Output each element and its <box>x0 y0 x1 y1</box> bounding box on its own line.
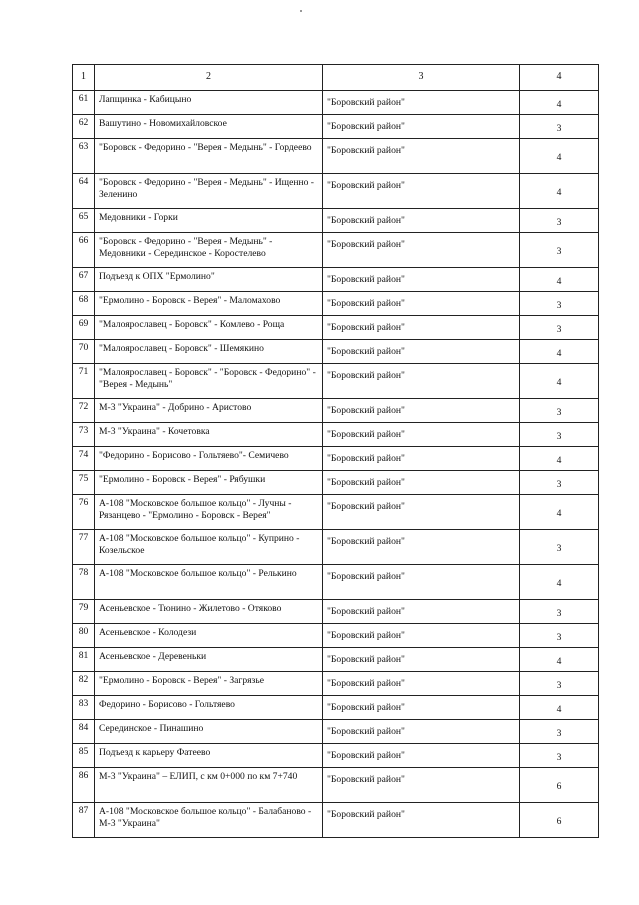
road-category: 4 <box>520 696 599 720</box>
road-category: 4 <box>520 364 599 399</box>
road-category: 3 <box>520 720 599 744</box>
table-row <box>73 624 599 648</box>
road-category: 3 <box>520 471 599 495</box>
road-name: "Боровск - Федорино - "Верея - Медынь" - Медовники - Серединское - Коростелево <box>95 233 323 268</box>
road-category: 4 <box>520 495 599 530</box>
table-row <box>73 139 599 174</box>
table-row <box>73 471 599 495</box>
road-name: "Федорино - Борисово - Гольтяево"- Семичево <box>95 447 323 471</box>
district-name: "Боровский район" <box>323 720 520 744</box>
district-name: "Боровский район" <box>323 565 520 600</box>
district-name: "Боровский район" <box>323 340 520 364</box>
road-name: А-108 "Московское большое кольцо" - Лучны - Рязанцево - "Ермолино - Боровск - Верея" <box>95 495 323 530</box>
road-name: Подъезд к ОПХ "Ермолино" <box>95 268 323 292</box>
district-name: "Боровский район" <box>323 423 520 447</box>
header-row <box>73 65 599 91</box>
page-speck <box>300 10 302 12</box>
table-row <box>73 115 599 139</box>
road-name: Асеньевское - Тюнино - Жилетово - Отяково <box>95 600 323 624</box>
road-name: М-3 "Украина" - Добрино - Аристово <box>95 399 323 423</box>
road-name: А-108 "Московское большое кольцо" - Куприно - Козельское <box>95 530 323 565</box>
road-category: 4 <box>520 174 599 209</box>
road-category: 4 <box>520 91 599 115</box>
district-name: "Боровский район" <box>323 91 520 115</box>
row-number: 78 <box>73 565 95 600</box>
road-category: 3 <box>520 624 599 648</box>
table-row <box>73 340 599 364</box>
road-category: 3 <box>520 233 599 268</box>
road-category: 4 <box>520 648 599 672</box>
district-name: "Боровский район" <box>323 530 520 565</box>
row-number: 82 <box>73 672 95 696</box>
table-body <box>73 91 599 838</box>
row-number: 73 <box>73 423 95 447</box>
road-category: 4 <box>520 565 599 600</box>
road-category: 3 <box>520 115 599 139</box>
row-number: 64 <box>73 174 95 209</box>
district-name: "Боровский район" <box>323 268 520 292</box>
table-row <box>73 648 599 672</box>
row-number: 72 <box>73 399 95 423</box>
row-number: 81 <box>73 648 95 672</box>
district-name: "Боровский район" <box>323 696 520 720</box>
road-name: Асеньевское - Деревеньки <box>95 648 323 672</box>
district-name: "Боровский район" <box>323 744 520 768</box>
header-col-1: 1 <box>73 65 95 91</box>
road-category: 3 <box>520 600 599 624</box>
district-name: "Боровский район" <box>323 672 520 696</box>
row-number: 76 <box>73 495 95 530</box>
road-name: А-108 "Московское большое кольцо" - Балабаново - М-3 "Украина" <box>95 803 323 838</box>
district-name: "Боровский район" <box>323 471 520 495</box>
row-number: 83 <box>73 696 95 720</box>
district-name: "Боровский район" <box>323 174 520 209</box>
table-row <box>73 803 599 838</box>
district-name: "Боровский район" <box>323 803 520 838</box>
table-row <box>73 91 599 115</box>
road-category: 6 <box>520 768 599 803</box>
road-category: 3 <box>520 292 599 316</box>
road-name: М-3 "Украина" - Кочетовка <box>95 423 323 447</box>
row-number: 61 <box>73 91 95 115</box>
district-name: "Боровский район" <box>323 292 520 316</box>
district-name: "Боровский район" <box>323 495 520 530</box>
header-col-4: 4 <box>520 65 599 91</box>
road-category: 4 <box>520 268 599 292</box>
row-number: 87 <box>73 803 95 838</box>
road-name: "Ермолино - Боровск - Верея" - Загрязье <box>95 672 323 696</box>
row-number: 79 <box>73 600 95 624</box>
road-name: Асеньевское - Колодези <box>95 624 323 648</box>
row-number: 65 <box>73 209 95 233</box>
table-row <box>73 565 599 600</box>
header-col-2: 2 <box>95 65 323 91</box>
row-number: 75 <box>73 471 95 495</box>
road-name: Медовники - Горки <box>95 209 323 233</box>
district-name: "Боровский район" <box>323 600 520 624</box>
row-number: 77 <box>73 530 95 565</box>
table-row <box>73 174 599 209</box>
district-name: "Боровский район" <box>323 768 520 803</box>
road-category: 3 <box>520 399 599 423</box>
table-row <box>73 672 599 696</box>
row-number: 85 <box>73 744 95 768</box>
district-name: "Боровский район" <box>323 316 520 340</box>
table-row <box>73 233 599 268</box>
row-number: 67 <box>73 268 95 292</box>
road-category: 6 <box>520 803 599 838</box>
road-name: "Малоярославец - Боровск" - "Боровск - Федорино" - "Верея - Медынь" <box>95 364 323 399</box>
row-number: 69 <box>73 316 95 340</box>
district-name: "Боровский район" <box>323 233 520 268</box>
table-row <box>73 423 599 447</box>
district-name: "Боровский район" <box>323 115 520 139</box>
row-number: 62 <box>73 115 95 139</box>
table-row <box>73 495 599 530</box>
road-name: Лапщинка - Кабицыно <box>95 91 323 115</box>
table-row <box>73 600 599 624</box>
row-number: 80 <box>73 624 95 648</box>
road-name: Серединское - Пинашино <box>95 720 323 744</box>
table-row <box>73 292 599 316</box>
road-name: "Ермолино - Боровск - Верея" - Рябушки <box>95 471 323 495</box>
table-row <box>73 399 599 423</box>
table-row <box>73 364 599 399</box>
road-name: "Малоярославец - Боровск" - Комлево - Роща <box>95 316 323 340</box>
row-number: 86 <box>73 768 95 803</box>
row-number: 70 <box>73 340 95 364</box>
row-number: 63 <box>73 139 95 174</box>
table-row <box>73 316 599 340</box>
road-name: Федорино - Борисово - Гольтяево <box>95 696 323 720</box>
district-name: "Боровский район" <box>323 648 520 672</box>
district-name: "Боровский район" <box>323 139 520 174</box>
road-name: М-3 "Украина" – ЕЛИП, с км 0+000 по км 7+740 <box>95 768 323 803</box>
road-name: Вашутино - Новомихайловское <box>95 115 323 139</box>
road-category: 3 <box>520 209 599 233</box>
road-category: 3 <box>520 423 599 447</box>
table-row <box>73 696 599 720</box>
road-name: "Боровск - Федорино - "Верея - Медынь" - Ищенно - Зеленино <box>95 174 323 209</box>
road-category: 4 <box>520 447 599 471</box>
row-number: 74 <box>73 447 95 471</box>
table-row <box>73 209 599 233</box>
table-row <box>73 720 599 744</box>
table-row <box>73 744 599 768</box>
road-category: 3 <box>520 744 599 768</box>
road-category: 3 <box>520 530 599 565</box>
road-name: "Малоярославец - Боровск" - Шемякино <box>95 340 323 364</box>
table-row <box>73 530 599 565</box>
road-name: Подъезд к карьеру Фатеево <box>95 744 323 768</box>
road-category: 3 <box>520 316 599 340</box>
road-category: 3 <box>520 672 599 696</box>
road-category: 4 <box>520 340 599 364</box>
district-name: "Боровский район" <box>323 399 520 423</box>
road-name: А-108 "Московское большое кольцо" - Релькино <box>95 565 323 600</box>
road-name: "Боровск - Федорино - "Верея - Медынь" - Гордеево <box>95 139 323 174</box>
road-category: 4 <box>520 139 599 174</box>
district-name: "Боровский район" <box>323 364 520 399</box>
table-row <box>73 447 599 471</box>
row-number: 84 <box>73 720 95 744</box>
table-row <box>73 768 599 803</box>
row-number: 71 <box>73 364 95 399</box>
road-name: "Ермолино - Боровск - Верея" - Маломахово <box>95 292 323 316</box>
header-col-3: 3 <box>323 65 520 91</box>
row-number: 68 <box>73 292 95 316</box>
row-number: 66 <box>73 233 95 268</box>
district-name: "Боровский район" <box>323 624 520 648</box>
table-row <box>73 268 599 292</box>
roads-table <box>72 64 599 838</box>
district-name: "Боровский район" <box>323 447 520 471</box>
district-name: "Боровский район" <box>323 209 520 233</box>
